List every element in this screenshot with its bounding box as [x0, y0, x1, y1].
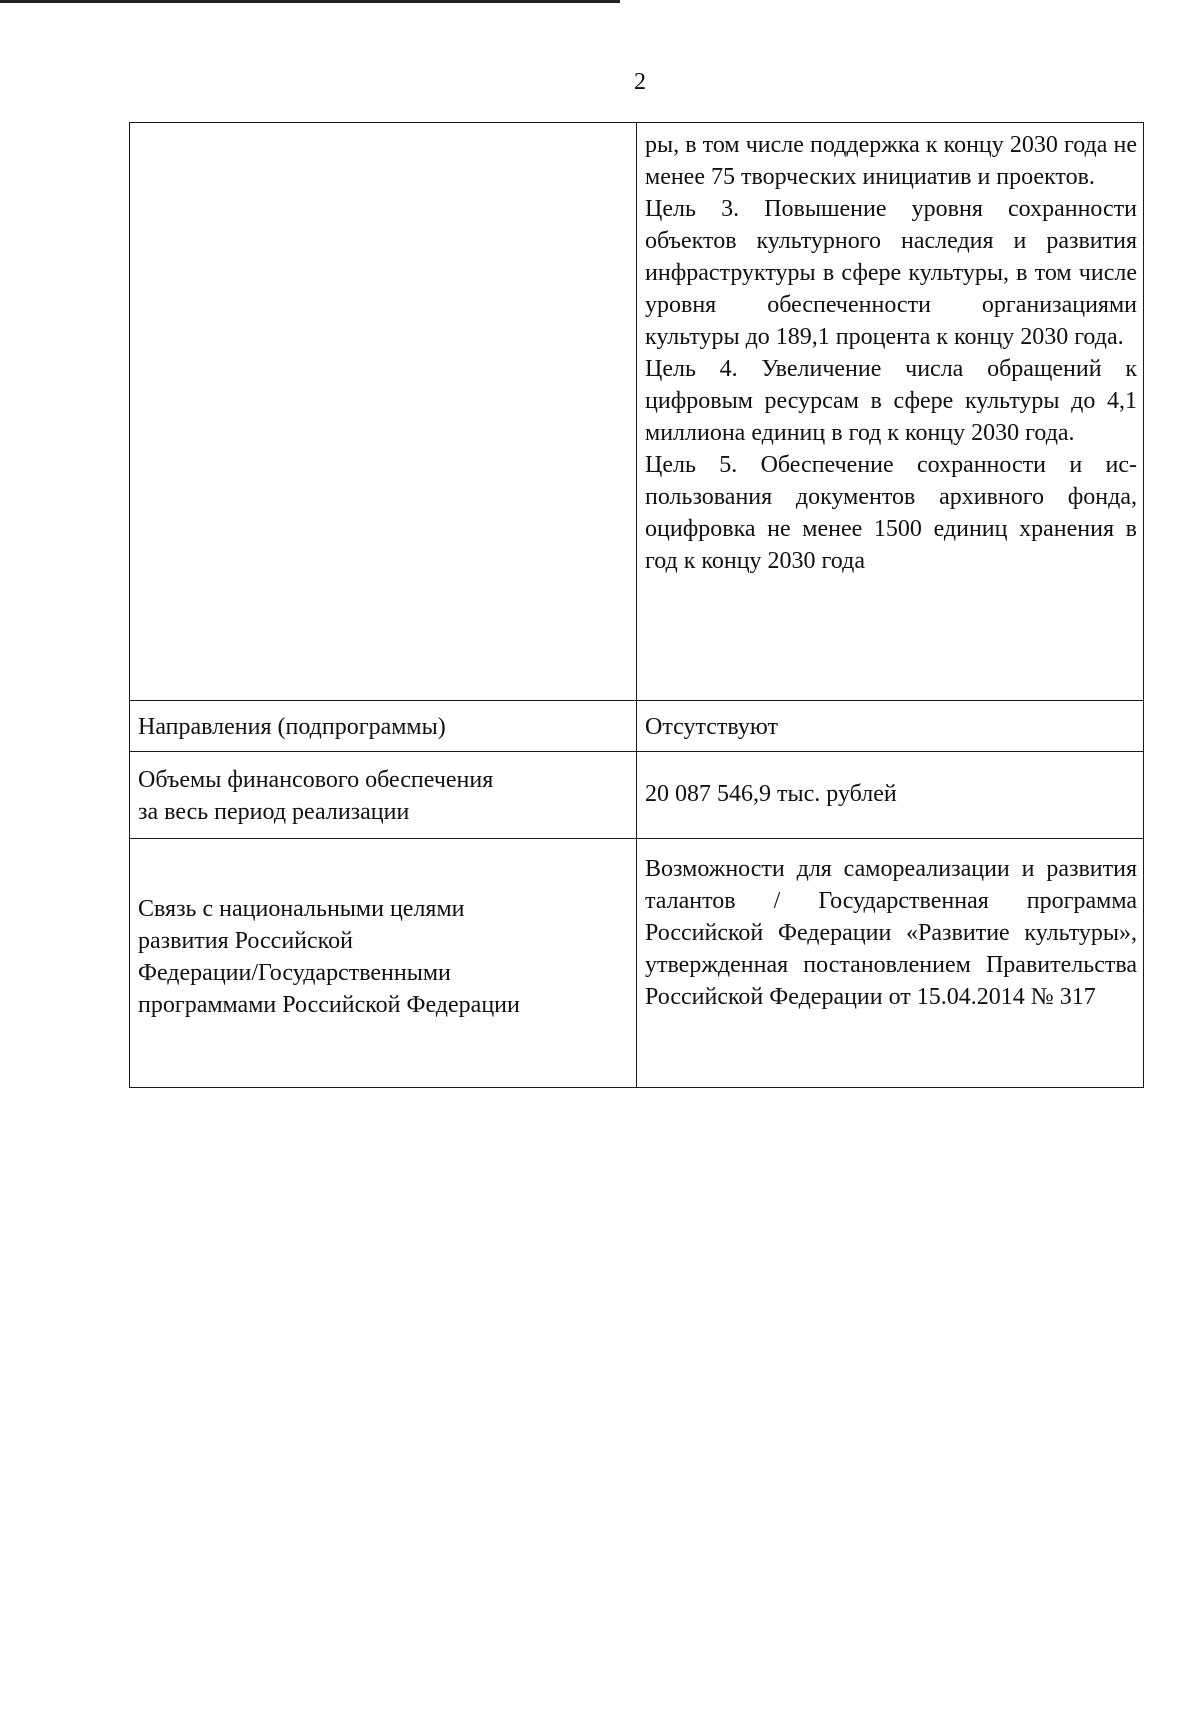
- national-goals-value: Возможности для самореализации и развития талантов / Государственная программа Российской Федерации «Развитие культуры», утвержденная постановлением Правительства Российской Федерации от 15.04.2014 № 317: [645, 856, 1137, 1010]
- national-goals-label-line-3: Федерации/Государственными: [138, 960, 451, 986]
- national-goals-label: [130, 839, 636, 1027]
- funding-label-line-2: за весь период реализации: [138, 799, 410, 825]
- table-row-funding: [130, 752, 1144, 839]
- goal-4-paragraph: Цель 4. Увеличение числа обращений к цифровым ресурсам в сфере культуры до 4,1 миллиона единиц в год к концу 2030 года.: [645, 356, 1137, 446]
- directions-value: Отсутствуют: [645, 714, 778, 740]
- table-row-goals: [130, 123, 1144, 701]
- funding-label: [130, 752, 636, 834]
- table-cell-funding-value: [637, 752, 1144, 839]
- national-goals-label-line-2: развития Российской: [138, 928, 353, 954]
- table-cell-label-empty: [130, 123, 637, 701]
- cell-label-empty-text: [130, 123, 636, 135]
- table-row-national-goals: [130, 839, 1144, 1088]
- top-border-line: [0, 0, 620, 3]
- national-goals-label-line-1: Связь с национальными целями: [138, 896, 465, 922]
- funding-value: 20 087 546,9 тыс. рублей: [645, 781, 897, 807]
- table-cell-directions-label: [130, 701, 637, 752]
- directions-label: Направления (подпрограммы): [138, 714, 446, 740]
- page-number: 2: [634, 69, 646, 95]
- goal-3-paragraph: Цель 3. Повышение уровня сохранности объектов культурного наследия и развития инфраструктуры в сфере культуры, в том числе уровня обеспеченности организациями культуры до 189,1 процента к концу 2030 года.: [645, 196, 1137, 350]
- goals-text: [637, 123, 1143, 583]
- table-cell-national-goals-label: [130, 839, 637, 1088]
- table-cell-national-goals-value: [637, 839, 1144, 1088]
- program-passport-table: [129, 122, 1144, 1088]
- goal-continuation-paragraph: ры, в том числе поддержка к концу 2030 года не менее 75 творческих инициатив и проектов.: [645, 132, 1137, 190]
- goal-5-paragraph: Цель 5. Обеспечение сохранности и использования документов архивного фонда, оцифровка не менее 1500 единиц хранения в год к концу 2030 года: [645, 452, 1137, 574]
- funding-label-line-1: Объемы финансового обеспечения: [138, 767, 494, 793]
- table-row-directions: [130, 701, 1144, 752]
- national-goals-label-line-4: программами Российской Федерации: [138, 992, 520, 1018]
- table-cell-goals: [637, 123, 1144, 701]
- table-cell-directions-value: [637, 701, 1144, 752]
- table-cell-funding-label: [130, 752, 637, 839]
